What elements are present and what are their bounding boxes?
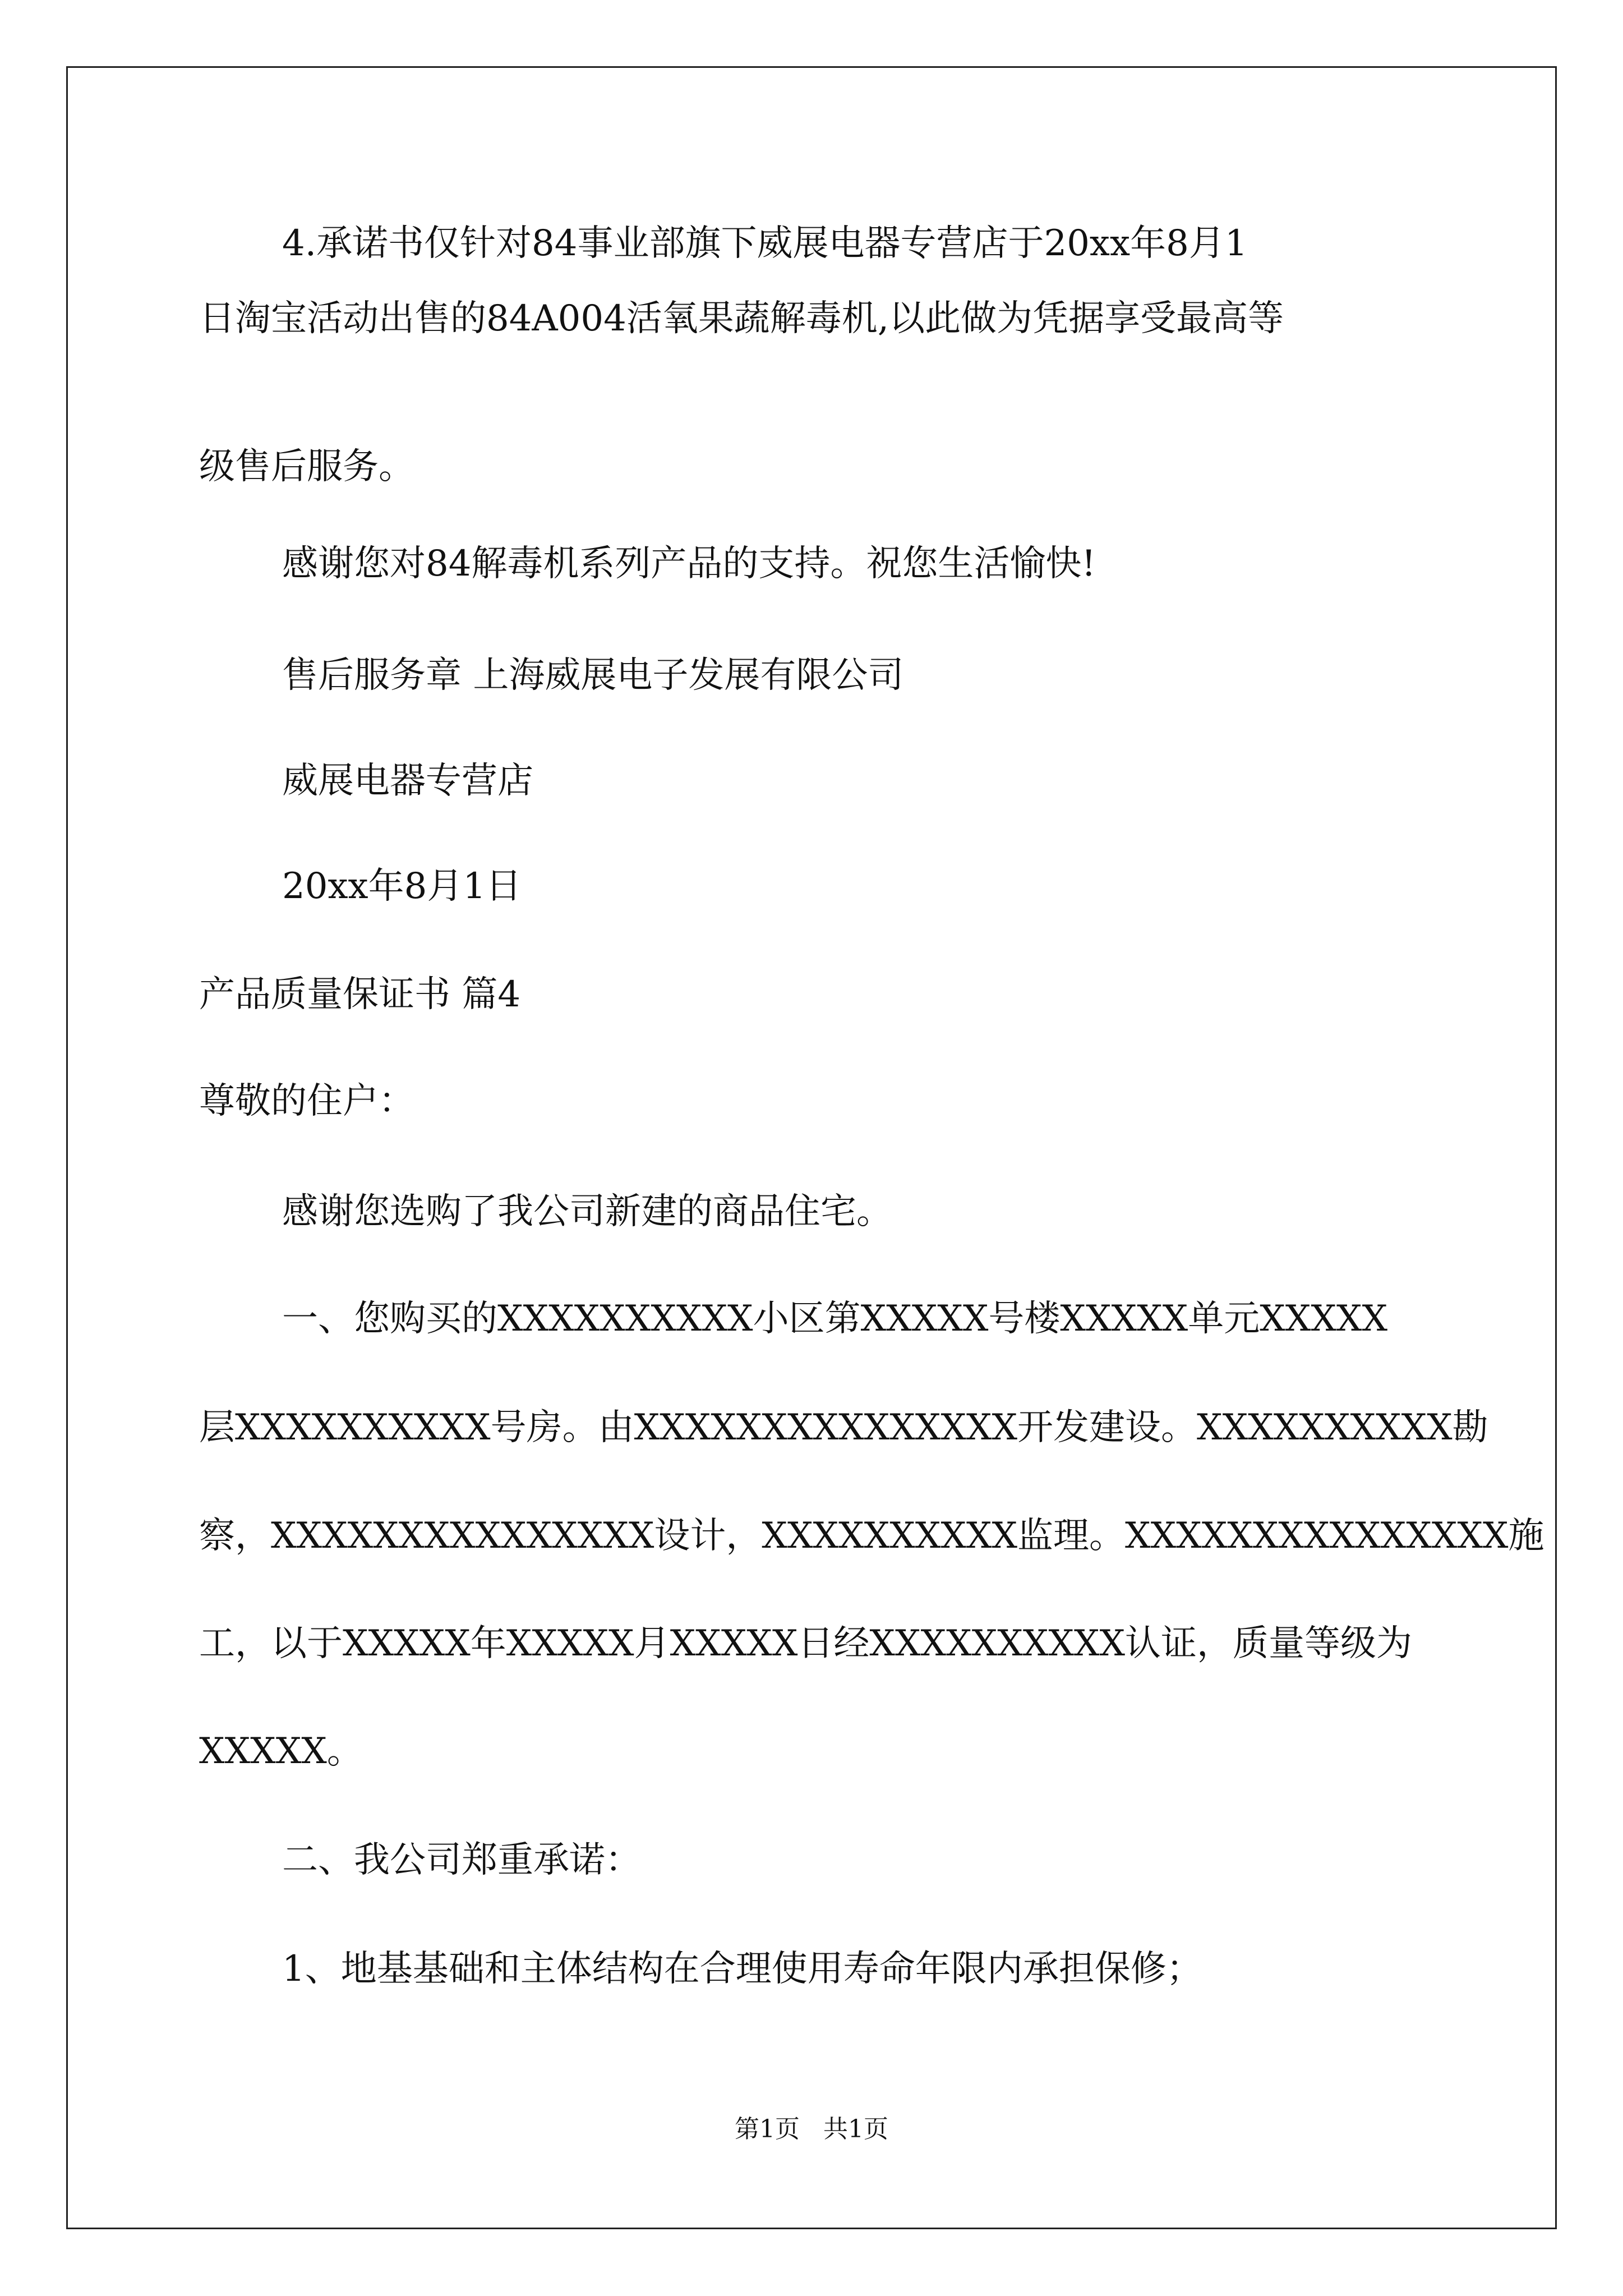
text-line: 1、地基基础和主体结构在合理使用寿命年限内承担保修； <box>282 1948 1202 1990</box>
section-heading: 产品质量保证书 篇4 <box>199 974 521 1015</box>
text-line: 4.承诺书仅针对84事业部旗下威展电器专营店于20xx年8月1 <box>282 223 1248 264</box>
text-line: 感谢您对84解毒机系列产品的支持。祝您生活愉快! <box>282 543 1096 585</box>
text-line: 日淘宝活动出售的84A004活氧果蔬解毒机,以此做为凭据享受最高等 <box>199 298 1284 339</box>
page-footer: 第1页 共1页 <box>735 2115 888 2143</box>
text-line: 一、您购买的XXXXXXXXXX小区第XXXXX号楼XXXXX单元XXXXX <box>282 1298 1388 1340</box>
page-border <box>66 66 1557 2229</box>
text-line: 层XXXXXXXXXX号房。由XXXXXXXXXXXXXXX开发建设。XXXXXXXXXX勘 <box>199 1407 1488 1448</box>
text-line: 级售后服务。 <box>199 446 414 487</box>
text-line: 二、我公司郑重承诺： <box>282 1839 641 1881</box>
text-line: 工，以于XXXXX年XXXXX月XXXXX日经XXXXXXXXXX认证，质量等级为 <box>199 1623 1413 1664</box>
salutation: 尊敬的住户： <box>199 1080 414 1122</box>
text-line: 察，XXXXXXXXXXXXXXX设计，XXXXXXXXXX监理。XXXXXXXXXXXXXXX施 <box>199 1515 1544 1557</box>
text-line: 感谢您选购了我公司新建的商品住宅。 <box>282 1191 892 1232</box>
text-line: 20xx年8月1日 <box>282 866 522 907</box>
text-line: 威展电器专营店 <box>282 760 533 802</box>
text-line: XXXXX。 <box>199 1731 363 1772</box>
text-line: 售后服务章 上海威展电子发展有限公司 <box>282 655 904 696</box>
